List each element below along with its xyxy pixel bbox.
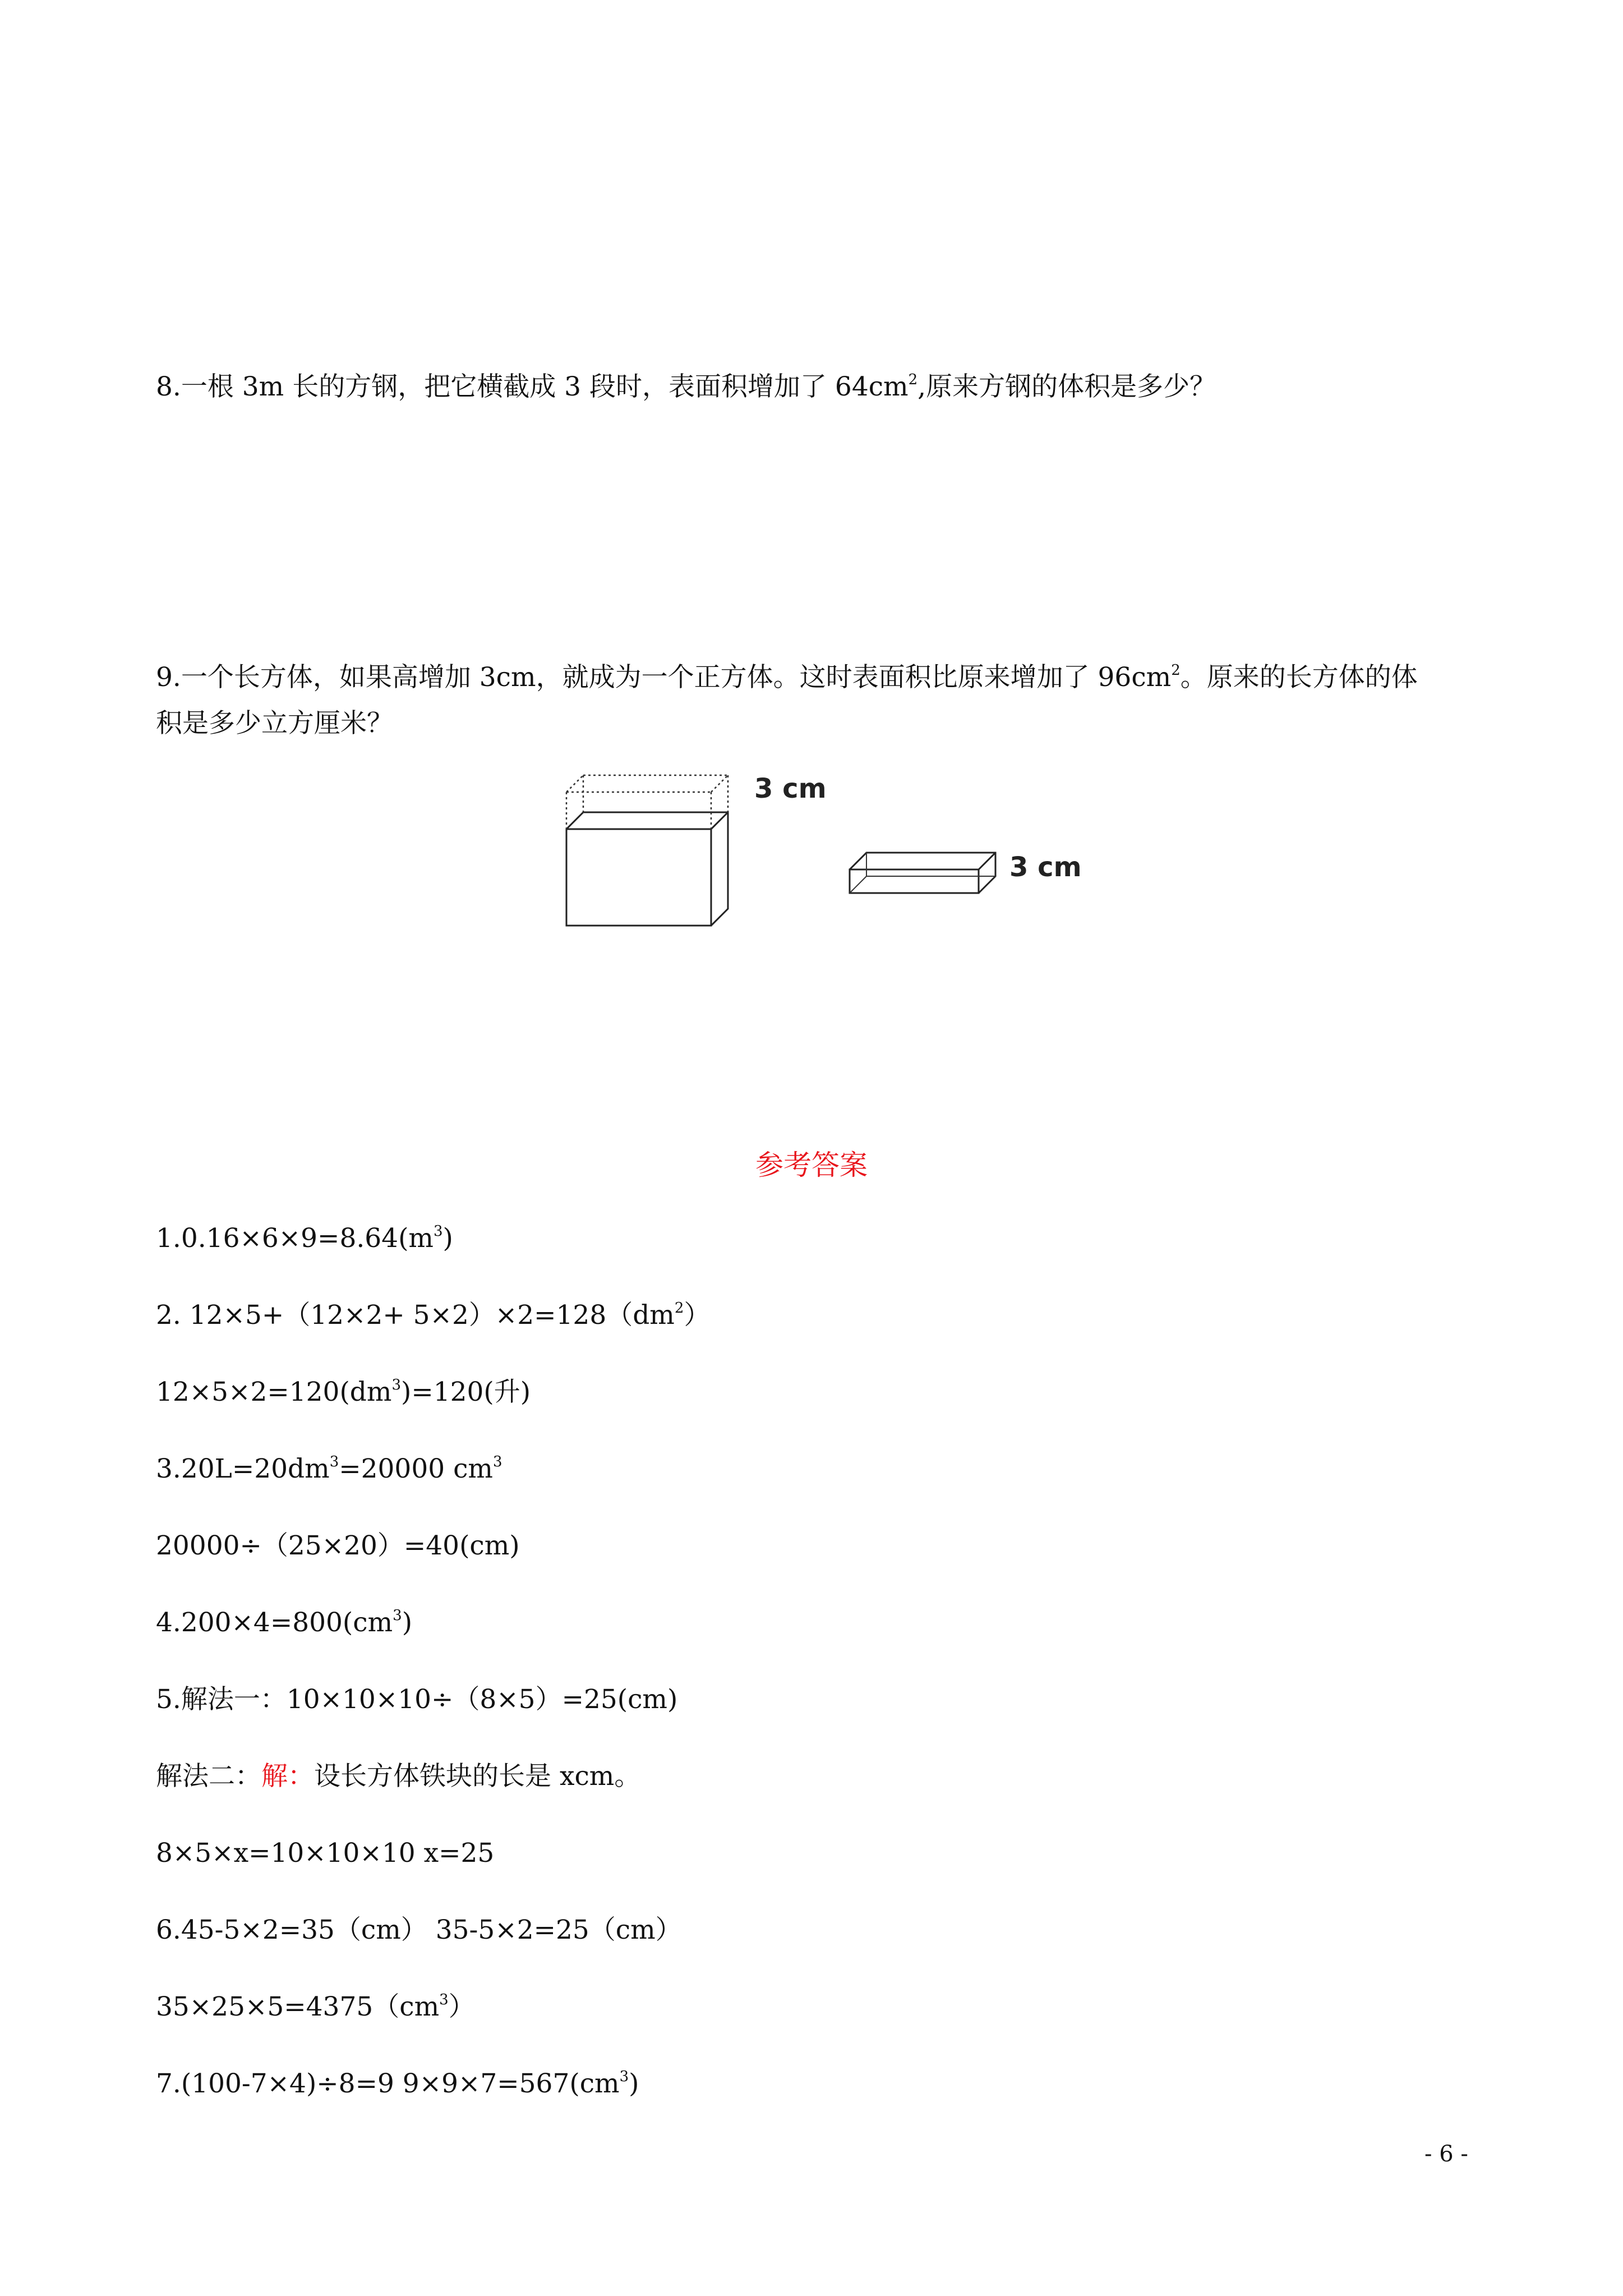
answer-7: 7.(100-7×4)÷8=9 $9\times 9\times 7=567(cm^3)$ [156,2068,639,2099]
answer-4: $4.200\times 4=800(cm^3)$ [156,1607,413,1638]
answer-6-line-1: 6.45-5×2=35（cm） 35-5×2=25（cm） [156,1915,682,1945]
answer-heading: 参考答案 [755,1149,868,1181]
answer-5-line-2: 解法二：解：设长方体铁块的长是 xcm。 [156,1761,641,1792]
cuboid-right [850,853,995,893]
cuboid-figure [561,763,1099,931]
figure-label-left: 3 cm [754,773,827,804]
answer-1: $1.0.16\times 6\times 9=8.64(m^3)$ [156,1223,453,1254]
answer-5-line-3: 8×5×x=10×10×10 x=25 [156,1838,495,1869]
question-9-line-2: 积是多少立方厘米？ [156,708,393,739]
question-9-line-1: 9.一个长方体，如果高增加 3cm，就成为一个正方体。这时表面积比原来增加了 $96cm^2$。原来的长方体的体 [156,662,1418,693]
answer-3-line-2: 20000÷（25×20）=40(cm) [156,1530,520,1561]
page-number: - 6 - [1424,2141,1468,2167]
answer-5-line-1: 5.解法一：10×10×10÷（8×5）=25(cm) [156,1684,678,1715]
figure-label-right: 3 cm [1009,852,1082,883]
answer-3-line-1: $3.20L=20dm^3=20000$ $cm^3$ [156,1453,502,1484]
cuboid-left [566,812,728,926]
answer-2-line-2: $12\times 5\times 2=120(dm^3)=120$(升) [156,1377,531,1407]
cuboid-right-hidden [850,853,995,893]
answer-6-line-2: $35\times 25\times 5=4375(cm^3)$ [156,1991,475,2022]
question-8: 8.一根 3m 长的方钢，把它横截成 3 段时，表面积增加了 $64cm^2$,原来方钢的体积是多少？ [156,371,1216,402]
cuboid-left-extension [566,775,728,829]
answer-2-line-1: 2. $12\times 5+(12\times 2+ 5\times 2)\times 2=128(dm^2)$ [156,1300,711,1331]
